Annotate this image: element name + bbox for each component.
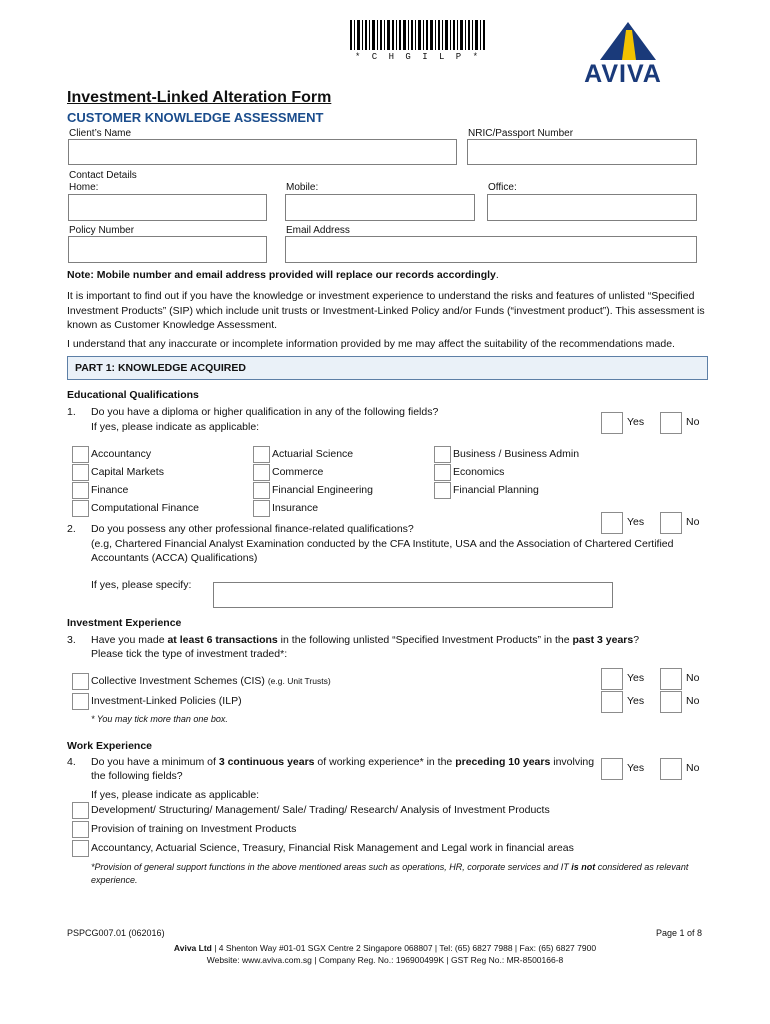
field-actuarial-checkbox[interactable] (253, 446, 270, 463)
q1-yes-checkbox[interactable] (601, 412, 623, 434)
home-label: Home: (69, 182, 99, 193)
q1-subtext: If yes, please indicate as applicable: (91, 421, 260, 433)
q2-example-line1: (e.g, Chartered Financial Analyst Examination conducted by the CFA Institute, USA and the Association of Chartered Certified (91, 538, 674, 550)
field-accountancy-label: Accountancy (91, 448, 152, 460)
work-heading: Work Experience (67, 740, 153, 752)
work-accountancy-label: Accountancy, Actuarial Science, Treasury, Financial Risk Management and Legal work in financial areas (91, 842, 574, 854)
q2-specify-label: If yes, please specify: (91, 579, 192, 591)
barcode (350, 20, 486, 50)
ilp-yes-label: Yes (627, 695, 645, 707)
field-capital-markets-label: Capital Markets (91, 466, 164, 478)
q3-text: Have you made at least 6 transactions in the following unlisted “Specified Investment Products” in the past 3 years? (91, 634, 640, 646)
q1-no-checkbox[interactable] (660, 412, 682, 434)
cis-yes-label: Yes (627, 672, 645, 684)
footer-website: Website: www.aviva.com.sg | Company Reg. No.: 196900499K | GST Reg No.: MR-8500166-8 (206, 955, 564, 965)
cis-no-checkbox[interactable] (660, 668, 682, 690)
email-input[interactable] (285, 236, 697, 263)
intro-line-2: Investment Products” (SIP) which include unit trusts or Investment-Linked Policy and/or Funds (“investment product”). This assessment is (67, 305, 705, 317)
q2-yes-label: Yes (627, 516, 645, 528)
mobile-input[interactable] (285, 194, 475, 221)
q3-number: 3. (67, 634, 76, 646)
contact-details-label: Contact Details (69, 170, 137, 181)
work-accountancy-checkbox[interactable] (72, 840, 89, 857)
edu-heading: Educational Qualifications (67, 389, 199, 401)
mobile-email-note: Note: Mobile number and email address provided will replace our records accordingly. (67, 269, 499, 281)
email-label: Email Address (286, 225, 350, 236)
q4-indicate: If yes, please indicate as applicable: (91, 789, 260, 801)
policy-number-label: Policy Number (69, 225, 135, 236)
q2-specify-input[interactable] (213, 582, 613, 608)
q4-number: 4. (67, 756, 76, 768)
brand-name: AVIVA (584, 60, 662, 88)
q2-text: Do you possess any other professional finance-related qualifications? (91, 523, 414, 535)
field-business-label: Business / Business Admin (453, 448, 580, 460)
inv-heading: Investment Experience (67, 617, 182, 629)
field-insurance-label: Insurance (272, 502, 319, 514)
field-actuarial-label: Actuarial Science (272, 448, 354, 460)
q4-yes-checkbox[interactable] (601, 758, 623, 780)
cis-yes-checkbox[interactable] (601, 668, 623, 690)
work-dev-label: Development/ Structuring/ Management/ Sale/ Trading/ Research/ Analysis of Investment Products (91, 804, 550, 816)
q4-no-label: No (686, 762, 700, 774)
page-subtitle: CUSTOMER KNOWLEDGE ASSESSMENT (67, 110, 324, 125)
q3-subtext: Please tick the type of investment traded*: (91, 648, 288, 660)
field-commerce-label: Commerce (272, 466, 324, 478)
field-financial-engineering-checkbox[interactable] (253, 482, 270, 499)
field-capital-markets-checkbox[interactable] (72, 464, 89, 481)
q2-yes-checkbox[interactable] (601, 512, 623, 534)
field-financial-planning-label: Financial Planning (453, 484, 539, 496)
ilp-label: Investment-Linked Policies (ILP) (91, 695, 242, 707)
q1-number: 1. (67, 406, 76, 418)
field-business-checkbox[interactable] (434, 446, 451, 463)
provision-note-line2: experience. (91, 875, 138, 885)
work-dev-checkbox[interactable] (72, 802, 89, 819)
field-insurance-checkbox[interactable] (253, 500, 270, 517)
q4-text: Do you have a minimum of 3 continuous years of working experience* in the preceding 10 years involving (91, 756, 595, 768)
home-input[interactable] (68, 194, 267, 221)
field-accountancy-checkbox[interactable] (72, 446, 89, 463)
field-finance-label: Finance (91, 484, 129, 496)
client-name-input[interactable] (68, 139, 457, 165)
q4-no-checkbox[interactable] (660, 758, 682, 780)
barcode-text: * C H G I L P * (354, 52, 481, 62)
ilp-no-checkbox[interactable] (660, 691, 682, 713)
client-name-label: Client’s Name (69, 128, 132, 139)
footer-company: Aviva Ltd | 4 Shenton Way #01-01 SGX Centre 2 Singapore 068807 | Tel: (65) 6827 7988 | Fax: (65) 6827 7900 (173, 943, 597, 953)
q1-yes-label: Yes (627, 416, 645, 428)
office-label: Office: (488, 182, 517, 193)
field-computational-finance-checkbox[interactable] (72, 500, 89, 517)
q2-example-line2: Accountants (ACCA) Qualifications) (91, 552, 258, 564)
field-finance-checkbox[interactable] (72, 482, 89, 499)
q4-yes-label: Yes (627, 762, 645, 774)
q2-no-checkbox[interactable] (660, 512, 682, 534)
field-financial-planning-checkbox[interactable] (434, 482, 451, 499)
field-commerce-checkbox[interactable] (253, 464, 270, 481)
page-number: Page 1 of 8 (655, 928, 702, 938)
intro-line-3: known as Customer Knowledge Assessment. (67, 319, 278, 331)
ilp-checkbox[interactable] (72, 693, 89, 710)
cis-checkbox[interactable] (72, 673, 89, 690)
q2-number: 2. (67, 523, 76, 535)
ilp-no-label: No (686, 695, 700, 707)
understand-statement: I understand that any inaccurate or incomplete information provided by me may affect the suitability of the recommendations made. (67, 338, 675, 350)
work-training-label: Provision of training on Investment Products (91, 823, 297, 835)
q2-no-label: No (686, 516, 700, 528)
field-economics-label: Economics (453, 466, 505, 478)
part1-title: PART 1: KNOWLEDGE ACQUIRED (75, 362, 246, 374)
policy-number-input[interactable] (68, 236, 267, 263)
q1-no-label: No (686, 416, 700, 428)
field-economics-checkbox[interactable] (434, 464, 451, 481)
page-title: Investment-Linked Alteration Form (67, 89, 332, 106)
work-training-checkbox[interactable] (72, 821, 89, 838)
aviva-logo-icon (598, 20, 658, 62)
field-computational-finance-label: Computational Finance (91, 502, 199, 514)
form-code: PSPCG007.01 (062016) (67, 928, 165, 938)
ilp-yes-checkbox[interactable] (601, 691, 623, 713)
cis-label: Collective Investment Schemes (CIS) (e.g. Unit Trusts) (91, 675, 331, 687)
nric-input[interactable] (467, 139, 697, 165)
intro-line-1: It is important to find out if you have the knowledge or investment experience to understand the risks and features of unlisted “Specified (67, 290, 695, 302)
q4-text-line2: the following fields? (91, 770, 183, 782)
field-financial-engineering-label: Financial Engineering (272, 484, 373, 496)
provision-note: *Provision of general support functions in the above mentioned areas such as operations, HR, corporate services and IT is not considered as relevant (91, 862, 689, 872)
office-input[interactable] (487, 194, 697, 221)
mobile-label: Mobile: (286, 182, 319, 193)
cis-no-label: No (686, 672, 700, 684)
tick-note: * You may tick more than one box. (91, 714, 228, 724)
q1-text: Do you have a diploma or higher qualification in any of the following fields? (91, 406, 439, 418)
nric-label: NRIC/Passport Number (468, 128, 574, 139)
